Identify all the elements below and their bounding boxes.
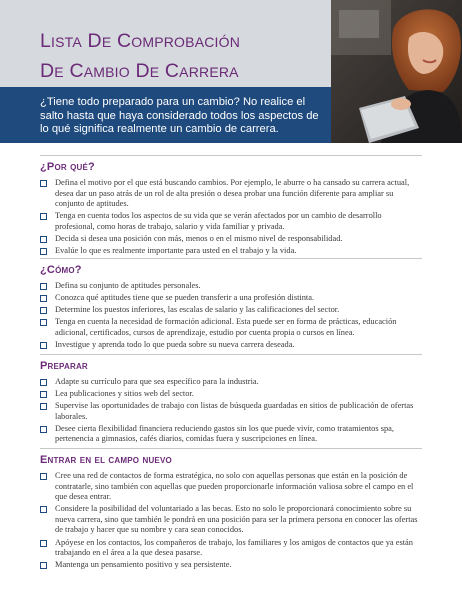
title-line-1: Lista De Comprobación xyxy=(40,30,241,52)
item-text: Adapte su currículo para que sea específico para la industria. xyxy=(55,377,259,386)
checkbox-icon[interactable] xyxy=(40,248,47,255)
item-text: Tenga en cuenta la necesidad de formación adicional. Esta puede ser en forma de prácticas, educación adicional, certificados, cursos de aprendizaje, estudio por cuenta propia o cursos en línea. xyxy=(55,317,397,337)
section-enter-new-field xyxy=(40,448,422,572)
item-text: Tenga en cuenta todos los aspectos de su vida que se verán afectados por un cambio de desarrollo profesional, como horas de trabajo, salario y vida familiar y privada. xyxy=(55,211,382,231)
checklist-item xyxy=(40,389,422,400)
checkbox-icon[interactable] xyxy=(40,562,47,569)
checkbox-icon[interactable] xyxy=(40,506,47,513)
checkbox-icon[interactable] xyxy=(40,319,47,326)
item-text: Defina su conjunto de aptitudes personales. xyxy=(55,281,201,290)
checklist-item xyxy=(40,377,422,388)
checklist xyxy=(40,178,422,257)
checkbox-icon[interactable] xyxy=(40,307,47,314)
checklist xyxy=(40,281,422,351)
intro-text: ¿Tiene todo preparado para un cambio? No realice el salto hasta que haya considerado todos los aspectos de lo qué significa realmente un cambio de carrera. xyxy=(40,96,319,135)
checkbox-icon[interactable] xyxy=(40,391,47,398)
item-text: Conozca qué aptitudes tiene que se pueden transferir a una profesión distinta. xyxy=(55,293,315,303)
section-heading: Preparar xyxy=(40,354,422,373)
item-text: Lea publicaciones y sitios web del sector. xyxy=(55,389,194,399)
section-heading: ¿Por qué? xyxy=(40,155,422,174)
checklist-item xyxy=(40,317,422,338)
item-text: Investigue y aprenda todo lo que pueda sobre su nueva carrera deseada. xyxy=(55,339,295,349)
checklist-item xyxy=(40,178,422,210)
checklist-item xyxy=(40,424,422,445)
section-why xyxy=(40,155,422,258)
item-text: Desee cierta flexibilidad financiera reduciendo gastos sin los que puede vivir, como tratamientos spa, pertenencia a gimnasios, cafés diarios, comidas fuera y suscripciones en línea. xyxy=(55,423,394,444)
title-line-2: De Cambio De Carrera xyxy=(40,60,239,82)
checklist xyxy=(40,471,422,571)
section-how xyxy=(40,258,422,352)
section-heading: ¿Cómo? xyxy=(40,258,422,277)
item-text: Determine los puestos inferiores, las escalas de salario y las calificaciones del sector. xyxy=(55,305,340,315)
checklist-item xyxy=(40,471,422,503)
checklist-item xyxy=(40,234,422,245)
checklist-item xyxy=(40,281,422,292)
checkbox-icon[interactable] xyxy=(40,295,47,302)
item-text: Cree una red de contactos de forma estratégica, no solo con aquellas personas que están en la posición de contratarle, sino también con aquellas que pueden proporcionarle información valiosa sobre el campo en el que desea entrar. xyxy=(55,471,414,502)
checkbox-icon[interactable] xyxy=(40,473,47,480)
checklist-item xyxy=(40,538,422,559)
checklist-item xyxy=(40,560,422,571)
section-prepare xyxy=(40,354,422,447)
checkbox-icon[interactable] xyxy=(40,283,47,290)
checkbox-icon[interactable] xyxy=(40,540,47,547)
checkbox-icon[interactable] xyxy=(40,213,47,220)
item-text: Evalúe lo que es realmente importante para usted en el trabajo y la vida. xyxy=(55,246,297,256)
checklist-item xyxy=(40,401,422,422)
item-text: Supervise las oportunidades de trabajo con listas de búsqueda guardadas en sitios de publicación de ofertas laborales. xyxy=(55,401,414,421)
item-text: Considere la posibilidad del voluntariado a las becas. Esto no solo le proporcionará conocimiento sobre su nueva carrera, sino que también le pondrá en una posición para ser la primera persona en conocer las ofertas de trabajo y hacer que su nombre y cara sean conocidos. xyxy=(55,504,418,535)
checklist-item xyxy=(40,340,422,351)
checklist xyxy=(40,377,422,445)
item-text: Apóyese en los contactos, los compañeros de trabajo, los familiares y los amigos de contactos que ya están trabajando en el área a la que desea pasarse. xyxy=(55,537,413,558)
woman-at-laptop-photo xyxy=(331,0,462,143)
item-text: Mantenga un pensamiento positivo y sea persistente. xyxy=(55,560,232,570)
section-heading: Entrar en el campo nuevo xyxy=(40,448,422,467)
header-photo xyxy=(331,0,462,143)
page-title xyxy=(40,26,330,86)
checkbox-icon[interactable] xyxy=(40,236,47,243)
checkbox-icon[interactable] xyxy=(40,379,47,386)
checkbox-icon[interactable] xyxy=(40,180,47,187)
checklist-item xyxy=(40,293,422,304)
checklist-item xyxy=(40,246,422,257)
checklist-item xyxy=(40,504,422,536)
checklist-item xyxy=(40,305,422,316)
checkbox-icon[interactable] xyxy=(40,403,47,410)
item-text: Decida si desea una posición con más, menos o en el mismo nivel de responsabilidad. xyxy=(55,233,343,243)
checkbox-icon[interactable] xyxy=(40,342,47,349)
checkbox-icon[interactable] xyxy=(40,426,47,433)
item-text: Defina el motivo por el que está buscando cambios. Por ejemplo, le aburre o ha cansado su carrera actual, desea dar un paso atrás de un rol de alta presión o desea probar una función diferente para ampliar su conjunto de aptitudes. xyxy=(55,178,410,209)
checklist-item xyxy=(40,211,422,232)
